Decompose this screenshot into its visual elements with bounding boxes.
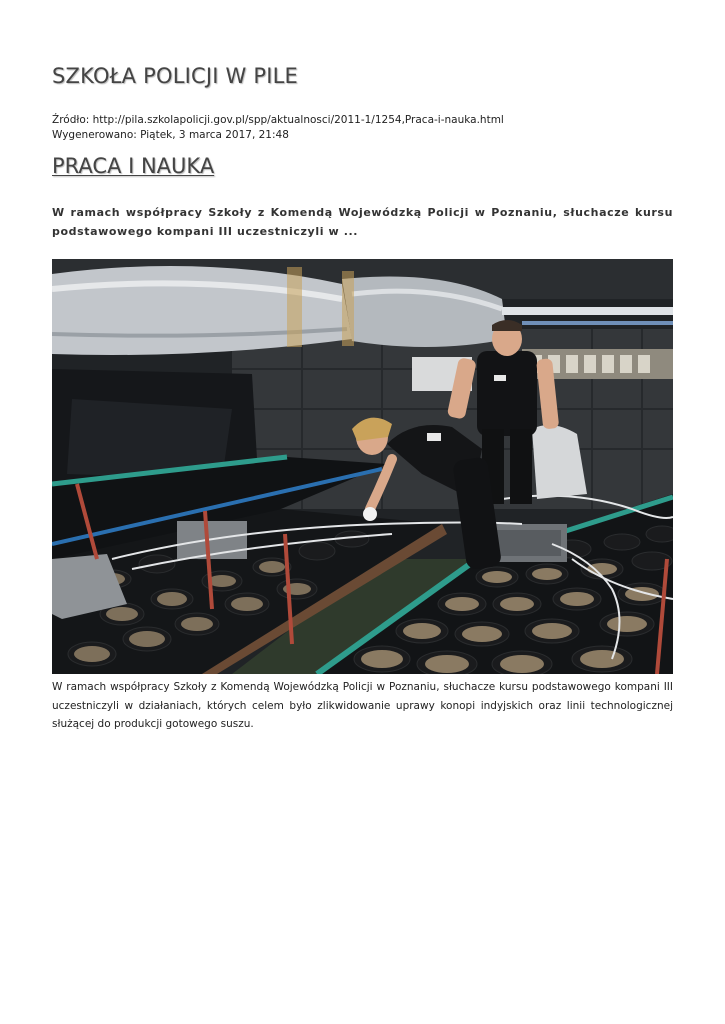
photo-illustration [52, 259, 673, 674]
generated-line: Wygenerowano: Piątek, 3 marca 2017, 21:48 [52, 128, 289, 141]
article-photo [52, 259, 673, 674]
article-title: PRACA I NAUKA [52, 154, 215, 178]
site-title: SZKOŁA POLICJI W PILE [52, 64, 298, 88]
document-meta [52, 113, 504, 142]
photo-caption: W ramach współpracy Szkoły z Komendą Wojewódzką Policji w Poznaniu, słuchacze kursu podstawowego kompani III uczestniczyli w działaniach, których celem było zlikwidowanie uprawy konopi indyjskich oraz linii technologicznej służącej do produkcji gotowego suszu. [52, 681, 673, 730]
source-line: Źródło: http://pila.szkolapolicji.gov.pl/spp/aktualnosci/2011-1/1254,Praca-i-nauka.html [52, 114, 504, 126]
article-lead: W ramach współpracy Szkoły z Komendą Wojewódzką Policji w Poznaniu, słuchacze kursu podstawowego kompani III uczestniczyli w ... [52, 206, 673, 238]
